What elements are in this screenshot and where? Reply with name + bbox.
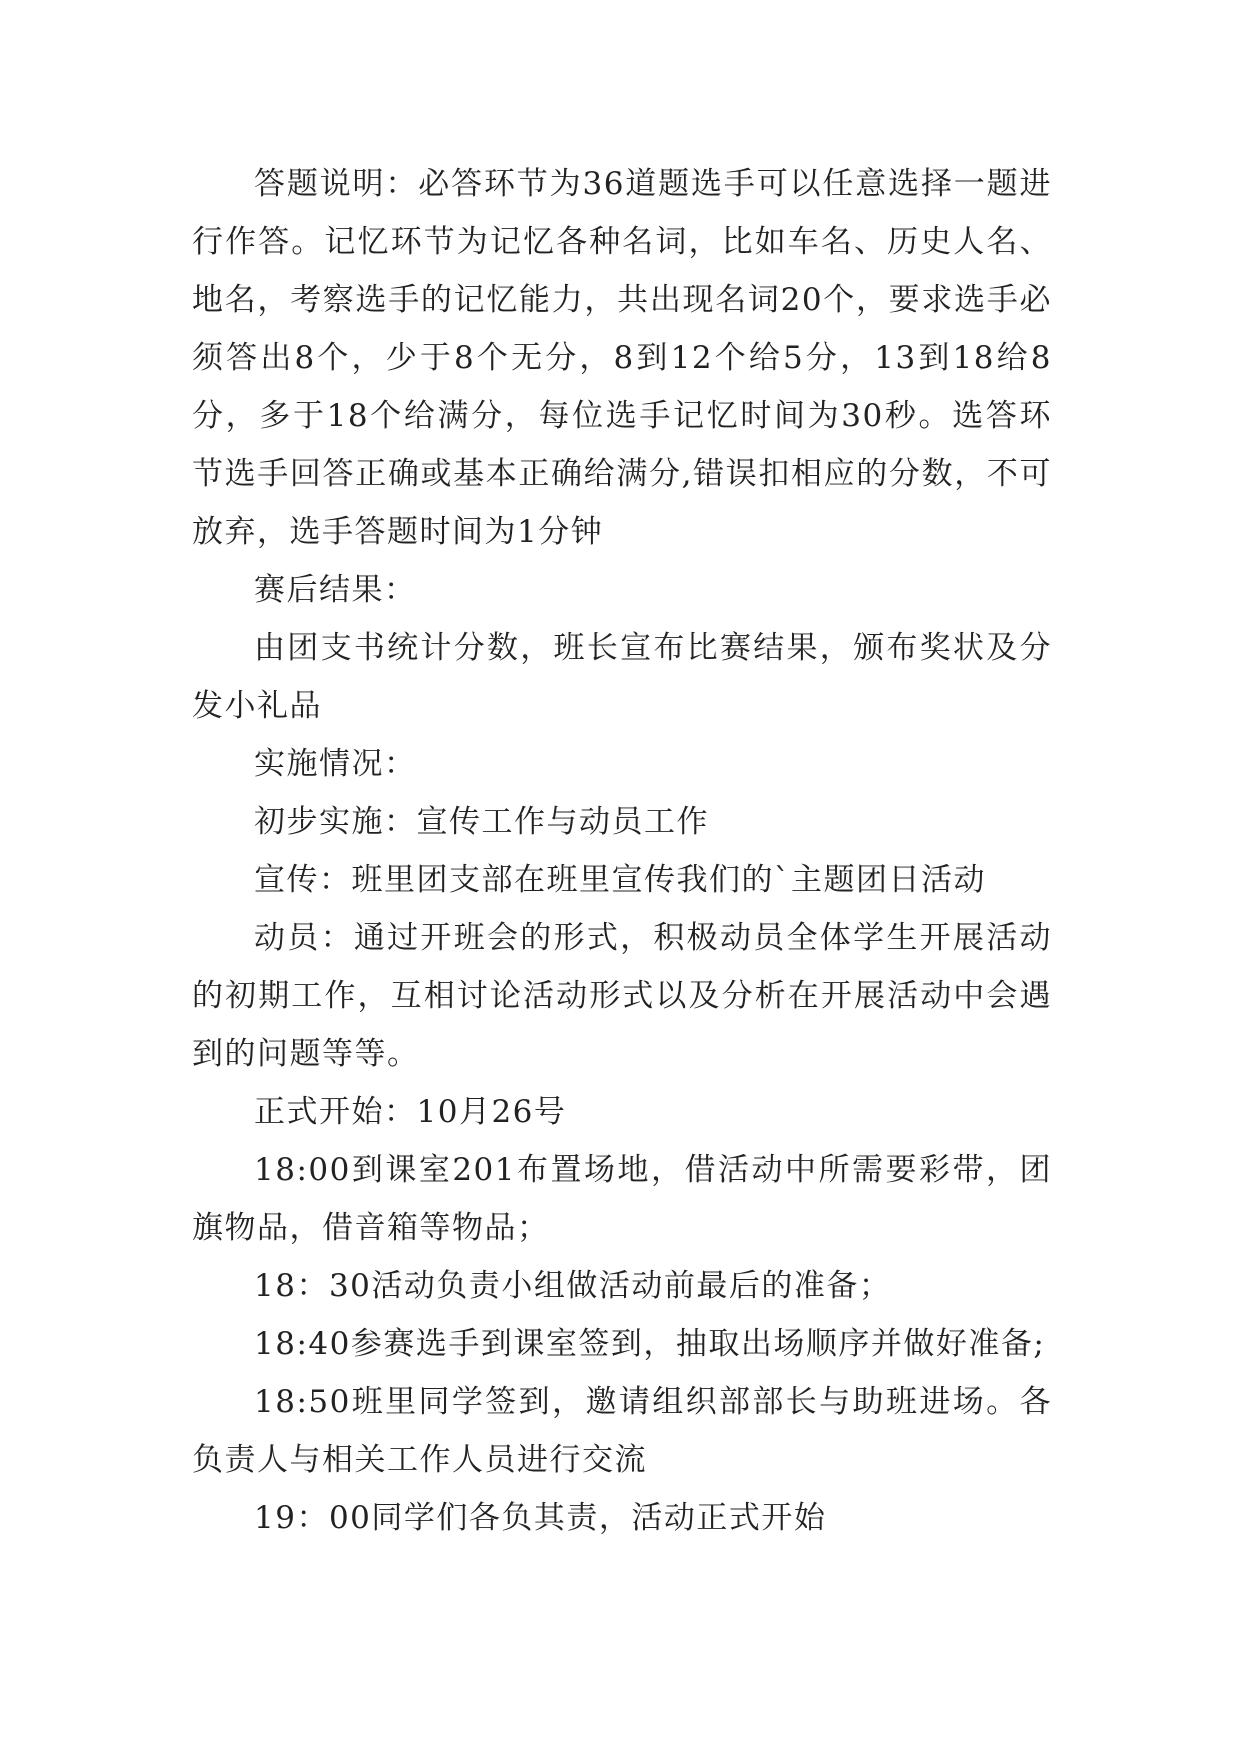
paragraph-initial-implementation: 初步实施：宣传工作与动员工作 xyxy=(254,804,709,840)
paragraph-official-start: 正式开始：10月26号 xyxy=(254,1094,567,1130)
paragraph-schedule-1850: 18:50班里同学签到，邀请组织部部长与助班进场。各负责人与相关工作人员进行交流 xyxy=(192,1384,1052,1478)
paragraph-post-match-results: 由团支书统计分数，班长宣布比赛结果，颁布奖状及分发小礼品 xyxy=(192,630,1052,724)
paragraph-schedule-1800: 18:00到课室201布置场地，借活动中所需要彩带，团旗物品，借音箱等物品； xyxy=(192,1152,1052,1246)
document-body xyxy=(192,155,1052,1547)
paragraph-implementation-heading: 实施情况： xyxy=(254,746,417,782)
paragraph-mobilization: 动员：通过开班会的形式，积极动员全体学生开展活动的初期工作，互相讨论活动形式以及分析在开展活动中会遇到的问题等等。 xyxy=(192,920,1052,1072)
paragraph-post-match-results-heading: 赛后结果： xyxy=(254,572,417,608)
paragraph-schedule-1840: 18:40参赛选手到课室签到，抽取出场顺序并做好准备; xyxy=(254,1326,1046,1362)
paragraph-schedule-1830: 18：30活动负责小组做活动前最后的准备； xyxy=(254,1268,892,1304)
paragraph-publicity: 宣传：班里团支部在班里宣传我们的`主题团日活动 xyxy=(254,862,986,898)
paragraph-answer-instructions: 答题说明：必答环节为36道题选手可以任意选择一题进行作答。记忆环节为记忆各种名词，比如车名、历史人名、地名，考察选手的记忆能力，共出现名词20个，要求选手必须答出8个，少于8个无分，8到12个给5分，13到18给8分，多于18个给满分，每位选手记忆时间为30秒。选答环节选手回答正确或基本正确给满分,错误扣相应的分数，不可放弃，选手答题时间为1分钟 xyxy=(192,166,1052,550)
paragraph-schedule-1900: 19：00同学们各负其责，活动正式开始 xyxy=(254,1500,827,1536)
